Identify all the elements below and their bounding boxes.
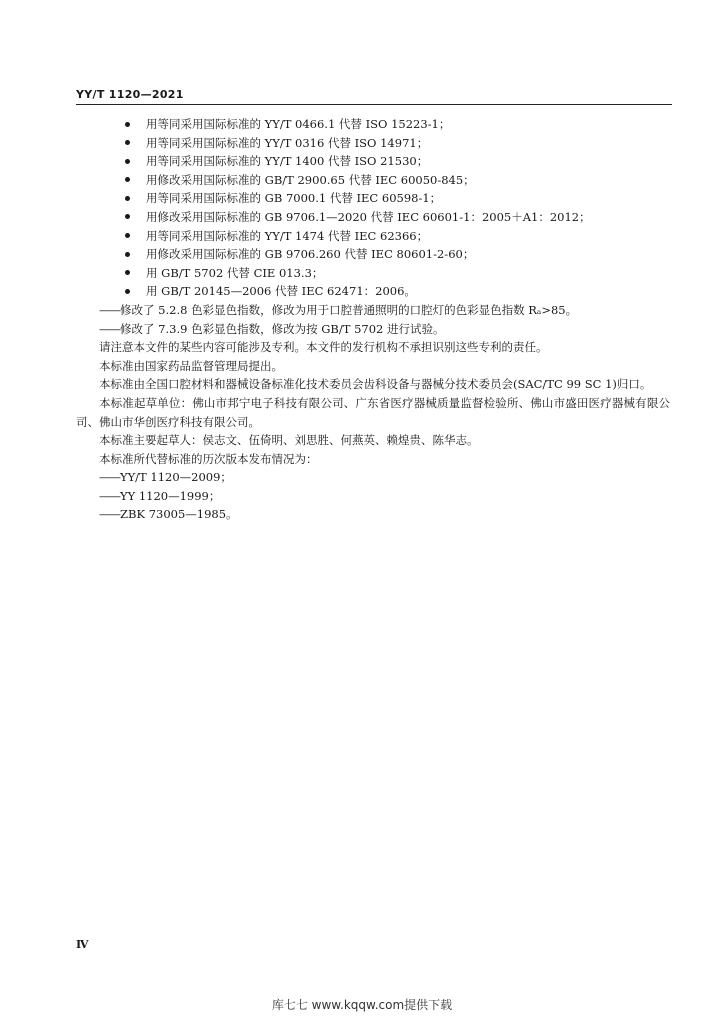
change-text: 修改了 5.2.8 色彩显色指数，修改为用于口腔普通照明的口腔灯的色彩显色指数 Rₐ>85。 — [120, 302, 578, 317]
list-item — [76, 282, 670, 301]
drafting-units: 本标准起草单位：佛山市邦宁电子科技有限公司、广东省医疗器械质量监督检验所、佛山市盛田医疗器械有限公司、佛山市华创医疗科技有限公司。 — [76, 395, 670, 429]
list-item-text: 用 GB/T 20145—2006 代替 IEC 62471：2006。 — [146, 284, 416, 299]
bullet-icon — [125, 233, 130, 238]
bullet-icon — [125, 289, 130, 294]
bullet-icon — [125, 159, 130, 164]
history-intro: 本标准所代替标准的历次版本发布情况为： — [99, 451, 318, 466]
document-code-header: YY/T 1120—2021 — [76, 88, 184, 101]
list-item-text: 用等同采用国际标准的 YY/T 1474 代替 IEC 62366； — [146, 228, 429, 243]
list-item-text: 用修改采用国际标准的 GB 9706.1—2020 代替 IEC 60601-1：2005＋A1：2012； — [146, 209, 591, 224]
replacement-list — [76, 115, 670, 301]
em-dash: —— — [99, 321, 120, 336]
document-body — [76, 115, 670, 524]
bullet-icon — [125, 122, 130, 127]
list-item-text: 用修改采用国际标准的 GB/T 2900.65 代替 IEC 60050-845； — [146, 172, 475, 187]
footer-watermark: 库七七 www.kqqw.com提供下载 — [271, 998, 453, 1012]
history-item — [76, 468, 670, 487]
list-item-text: 用修改采用国际标准的 GB 9706.260 代替 IEC 80601-2-60； — [146, 247, 475, 262]
bullet-icon — [125, 252, 130, 257]
list-item-text: 用等同采用国际标准的 YY/T 0316 代替 ISO 14971； — [146, 135, 429, 150]
list-item — [76, 245, 670, 264]
list-item — [76, 208, 670, 227]
list-item — [76, 171, 670, 190]
em-dash: —— — [99, 507, 120, 522]
list-item — [76, 264, 670, 283]
history-item — [76, 505, 670, 524]
list-item-text: 用等同采用国际标准的 YY/T 0466.1 代替 ISO 15223-1； — [146, 117, 451, 131]
em-dash: —— — [99, 488, 120, 503]
change-item — [76, 301, 670, 320]
bullet-icon — [125, 140, 130, 145]
list-item — [76, 152, 670, 171]
bullet-icon — [125, 214, 130, 219]
bullet-icon — [125, 196, 130, 201]
centralized-by: 本标准由全国口腔材料和器械设备标准化技术委员会齿科设备与器械分技术委员会(SAC/TC 99 SC 1)归口。 — [99, 377, 652, 392]
em-dash: —— — [99, 470, 120, 485]
list-item-text: 用等同采用国际标准的 GB 7000.1 代替 IEC 60598-1； — [146, 191, 442, 206]
list-item — [76, 115, 670, 134]
proposed-by: 本标准由国家药品监督管理局提出。 — [99, 358, 283, 373]
patent-notice: 请注意本文件的某些内容可能涉及专利。本文件的发行机构不承担识别这些专利的责任。 — [99, 340, 548, 355]
list-item-text: 用 GB/T 5702 代替 CIE 013.3； — [146, 265, 324, 280]
change-text: 修改了 7.3.9 色彩显色指数，修改为按 GB/T 5702 进行试验。 — [120, 321, 445, 336]
history-item — [76, 487, 670, 506]
history-text: ZBK 73005—1985。 — [120, 507, 238, 522]
page-number: Ⅳ — [76, 938, 89, 951]
history-text: YY 1120—1999； — [120, 488, 221, 503]
change-item — [76, 320, 670, 339]
list-item — [76, 227, 670, 246]
history-text: YY/T 1120—2009； — [120, 470, 232, 485]
list-item — [76, 189, 670, 208]
bullet-icon — [125, 270, 130, 275]
list-item — [76, 134, 670, 153]
list-item-text: 用等同采用国际标准的 YY/T 1400 代替 ISO 21530； — [146, 154, 429, 169]
em-dash: —— — [99, 302, 120, 317]
main-drafters: 本标准主要起草人：侯志文、伍倚明、刘思胜、何燕英、赖煌贵、陈华志。 — [99, 433, 479, 448]
bullet-icon — [125, 177, 130, 182]
header-divider — [76, 104, 672, 105]
